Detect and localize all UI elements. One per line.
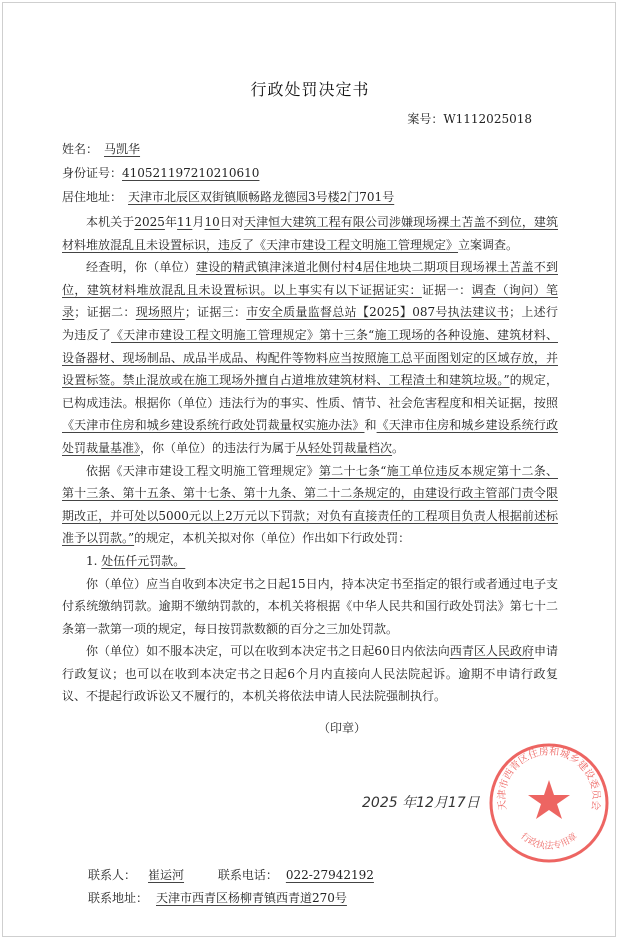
filled-in-text: 天津恒大建筑工程有限公司涉嫌现场裸土苫盖不到位，建筑材料堆放混乱且未设置标识，违反了《天津市建设工程文明施工管理规定》	[62, 215, 558, 252]
contact-label: 联系人：	[88, 868, 137, 883]
filled-in-text: 西青区人民政府	[449, 644, 534, 659]
paragraph-text: ；证据三：	[184, 305, 247, 320]
paragraph-text: 1.	[86, 553, 102, 568]
paragraph	[62, 460, 558, 550]
filled-in-text: 从轻处罚裁量档次	[296, 440, 393, 455]
case-number: 案号：W1112025018	[407, 112, 532, 126]
paragraph-text: 申请行政复议；也可以在收到本决定书之日起6个月内直接向人民法院起诉。逾期不申请行政复议、不提起行政诉讼又不履行的，本机关将依法申请人民法院强制执行。	[62, 644, 558, 704]
id-field	[62, 161, 558, 185]
signature-row	[62, 742, 601, 864]
contact-row	[62, 864, 558, 887]
paragraph-text: 的规定，本机关拟对你（单位）作出如下行政处罚：	[134, 531, 411, 546]
filled-in-text: 现场照片	[135, 305, 185, 320]
paragraph	[62, 573, 558, 641]
address-value: 天津市北辰区双街镇顺畅路龙德园3号楼2门701号	[128, 190, 395, 204]
paragraph-text: 。	[392, 440, 405, 455]
paragraph	[62, 550, 558, 573]
filled-in-text: 调查（询问）笔录	[62, 282, 558, 320]
filled-in-text: 第二十七条“施工单位违反本规定第十二条、第十三条、第十五条、第十七条、第十九条、第二十二条规定的，由建设行政主管部门责令限期改正，并可处以5000元以上2万元以下罚款；对负有直接责任的工程项目负责人根据前述标准予以罚款。”	[62, 463, 558, 546]
filled-in-text: 建设的精武镇津涞道北侧付村4居住地块二期项目现场裸土苫盖不到位，建筑材料堆放混乱且未设置标识。以上事实有以下证据证实：	[62, 260, 558, 297]
contact-address: 天津市西青区杨柳青镇西青道270号	[156, 891, 347, 906]
contact-person: 崔运河	[148, 868, 185, 883]
filled-in-text: 处伍仟元罚款。	[101, 553, 186, 568]
filled-in-text: 11	[177, 215, 193, 229]
filled-in-text: 《天津市住房和城乡建设系统行政处罚裁量权实施办法》	[62, 418, 365, 433]
paragraph-text: ；证据二：	[74, 305, 136, 320]
paragraph-text: 你（单位）应当自收到本决定书之日起15日内，持本决定书至指定的银行或者通过电子支付系统缴纳罚款。逾期不缴纳罚款的，本机关将根据《中华人民共和国行政处罚法》第七十二条第一款第一项的规定，每日按罚款数额的百分之三加处罚款。	[62, 576, 558, 636]
contact-address-label: 联系地址：	[88, 891, 149, 906]
paragraph-text: ；上述行为违反了	[62, 305, 558, 342]
address-label: 居住地址：	[62, 190, 123, 204]
filled-in-text: 市安全质量监督总站【2025】087号执法建议书	[246, 305, 510, 320]
contact-address-row	[62, 887, 558, 910]
name-field	[62, 137, 558, 161]
seal-label: （印章）	[318, 721, 367, 736]
name-label: 姓名：	[62, 142, 99, 156]
paragraph-text: 年	[164, 215, 178, 229]
paragraph	[62, 211, 558, 256]
paragraph	[62, 256, 558, 459]
id-label: 身份证号：	[62, 166, 123, 180]
paragraph	[62, 640, 558, 708]
paragraph-text: 本机关于	[86, 215, 135, 229]
paragraph-text: 和	[364, 418, 377, 433]
contact-phone: 022-27942192	[285, 868, 374, 883]
paragraph-text: 依据《天津市建设工程文明施工管理规定》	[86, 463, 319, 478]
name-value: 马凯华	[104, 142, 141, 156]
paragraph-text: 日对	[219, 215, 245, 229]
stamp-text-bottom: 行政执法专用章	[518, 831, 580, 852]
address-field	[62, 185, 558, 209]
paragraph-text: 经查明，你（单位）	[86, 260, 196, 275]
paragraph-text: 立案调查。	[458, 237, 519, 252]
filled-in-text: 《天津市住房和城乡建设系统行政处罚裁量基准》	[62, 418, 558, 455]
paragraph-text: 的规定，已构成违法。根据你（单位）违法行为的事实、性质、情节、社会危害程度和相关证据，按照	[62, 373, 558, 410]
filled-in-text: 2025	[134, 215, 165, 229]
document-body	[62, 211, 558, 708]
signature-date: 2025 年12月17日	[362, 795, 480, 812]
paragraph-text: 证据一：	[421, 282, 472, 297]
filled-in-text: 10	[204, 215, 220, 229]
paragraph-text: 月	[192, 215, 205, 229]
official-stamp	[488, 742, 610, 864]
filled-in-text: 《天津市建设工程文明施工管理规定》第十三条“施工现场的各种设施、建筑材料、设备器材、现场制品、成品半成品、构配件等物料应当按照施工总平面图划定的区域存放，并设置标签。禁止混放或在施工现场外擅自占道堆放建筑材料、工程渣土和建筑垃圾。”	[62, 327, 558, 388]
paragraph-text: ，你（单位）的违法行为属于	[140, 440, 297, 455]
star-icon	[528, 780, 570, 819]
document-title: 行政处罚决定书	[250, 80, 370, 99]
id-value: 410521197210210610	[122, 166, 260, 180]
phone-label: 联系电话：	[217, 868, 278, 883]
paragraph-text: 你（单位）如不服本决定，可以在收到本决定书之日起60日内依法向	[86, 644, 450, 659]
stamp-text-top: 天津市西青区住房和城乡建设委员会	[496, 746, 601, 811]
